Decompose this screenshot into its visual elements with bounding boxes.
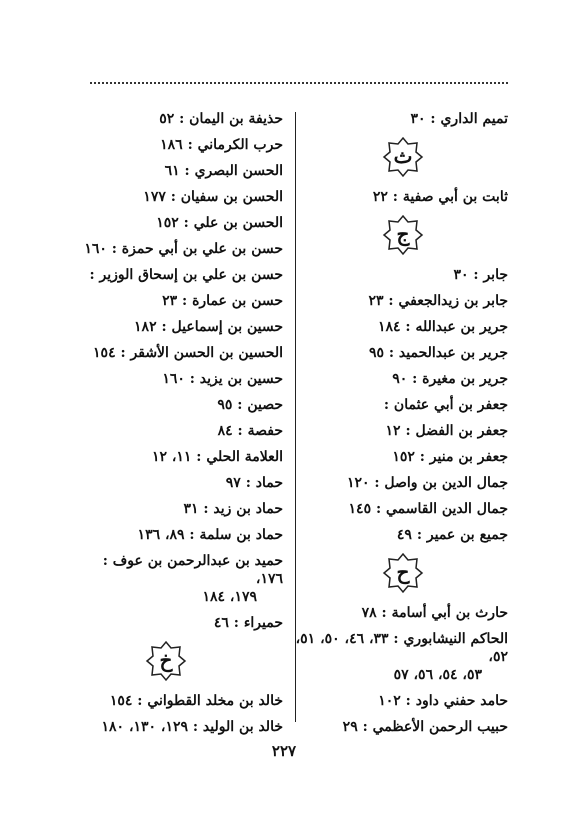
letter-badge-j: ج (382, 214, 424, 256)
letter-section-h (288, 552, 508, 594)
letter-badge-h: ح (382, 552, 424, 594)
letter-section-th (288, 136, 508, 178)
index-entry: ثابت بن أبي صفية : ٢٢ (372, 189, 508, 205)
index-entry: جعفر بن الفضل : ١٢ (385, 423, 508, 439)
index-column-left (83, 110, 283, 744)
index-entry: جميع بن عمير : ٤٩ (396, 527, 508, 543)
letter-badge-th: ث (382, 136, 424, 178)
index-entry: جرير بن عبدالله : ١٨٤ (377, 319, 508, 335)
index-entry: جابر بن زيدالجعفي : ٢٣ (368, 293, 508, 309)
index-entry: جرير بن عبدالحميد : ٩٥ (368, 345, 508, 361)
letter-badge-kh: خ (145, 640, 187, 682)
index-entry: حامد حفني داود : ١٠٢ (378, 693, 508, 709)
index-entry: جرير بن مغيرة : ٩٠ (392, 371, 508, 387)
index-entry: جعفر بن أبي عثمان : (383, 397, 508, 413)
index-entry: حميد بن عبدالرحمن بن عوف : ١٧٦، ١٧٩، ١٨٤ (83, 552, 283, 606)
header-dotted-rule (90, 82, 508, 84)
index-entry: حماد بن سلمة : ٨٩، ١٣٦ (137, 527, 283, 543)
letter-section-j (288, 214, 508, 256)
index-entry: حميراء : ٤٦ (213, 615, 283, 631)
index-entry-continuation: ١٧٩، ١٨٤ (202, 589, 257, 605)
index-entry: الحسن البصري : ٦١ (164, 163, 283, 179)
index-entry: حسن بن عمارة : ٢٣ (162, 293, 283, 309)
index-entry: الحسن بن علي : ١٥٢ (156, 215, 283, 231)
index-entry: حبيب الرحمن الأعظمي : ٢٩ (342, 719, 508, 735)
index-entry: الحاكم النيشابوري : ٣٣، ٤٦، ٥٠، ٥١، ٥٢، ٥٣، ٥٤، ٥٦، ٥٧ (288, 630, 508, 684)
page-number: ٢٢٧ (271, 742, 297, 760)
index-entry: جعفر بن منير : ١٥٢ (392, 449, 508, 465)
index-column-right (288, 110, 508, 744)
index-entry: جمال الدين بن واصل : ١٢٠ (346, 475, 508, 491)
index-entry: الحسين بن الحسن الأشقر : ١٥٤ (93, 345, 283, 361)
index-entry: حسن بن علي بن أبي حمزة : ١٦٠ (84, 241, 283, 257)
index-entry: حسن بن علي بن إسحاق الوزير : (89, 267, 283, 283)
index-entry: حسين بن إسماعيل : ١٨٢ (134, 319, 283, 335)
index-entry: حماد بن زيد : ٣١ (183, 501, 283, 517)
index-entry-continuation: ٥٣، ٥٤، ٥٦، ٥٧ (393, 667, 482, 683)
index-entry: حرب الكرماني : ١٨٦ (160, 137, 283, 153)
index-entry: جمال الدين القاسمي : ١٤٥ (348, 501, 508, 517)
index-entry: جابر : ٣٠ (453, 267, 508, 283)
index-entry: خالد بن الوليد : ١٢٩، ١٣٠، ١٨٠ (101, 719, 283, 735)
index-entry: خالد بن مخلد القطواني : ١٥٤ (109, 693, 283, 709)
index-entry: العلامة الحلي : ١١، ١٢ (151, 449, 283, 465)
index-entry: الحسن بن سفيان : ١٧٧ (143, 189, 283, 205)
index-entry: حماد : ٩٧ (225, 475, 283, 491)
index-entry: حذيفة بن اليمان : ٥٢ (159, 111, 283, 127)
index-entry: حفصة : ٨٤ (217, 423, 283, 439)
index-entry: تميم الداري : ٣٠ (410, 111, 508, 127)
index-entry: حصين : ٩٥ (217, 397, 283, 413)
letter-section-kh (83, 640, 283, 682)
index-entry: حارث بن أبي أسامة : ٧٨ (361, 605, 508, 621)
index-entry: حسين بن يزيد : ١٦٠ (162, 371, 283, 387)
